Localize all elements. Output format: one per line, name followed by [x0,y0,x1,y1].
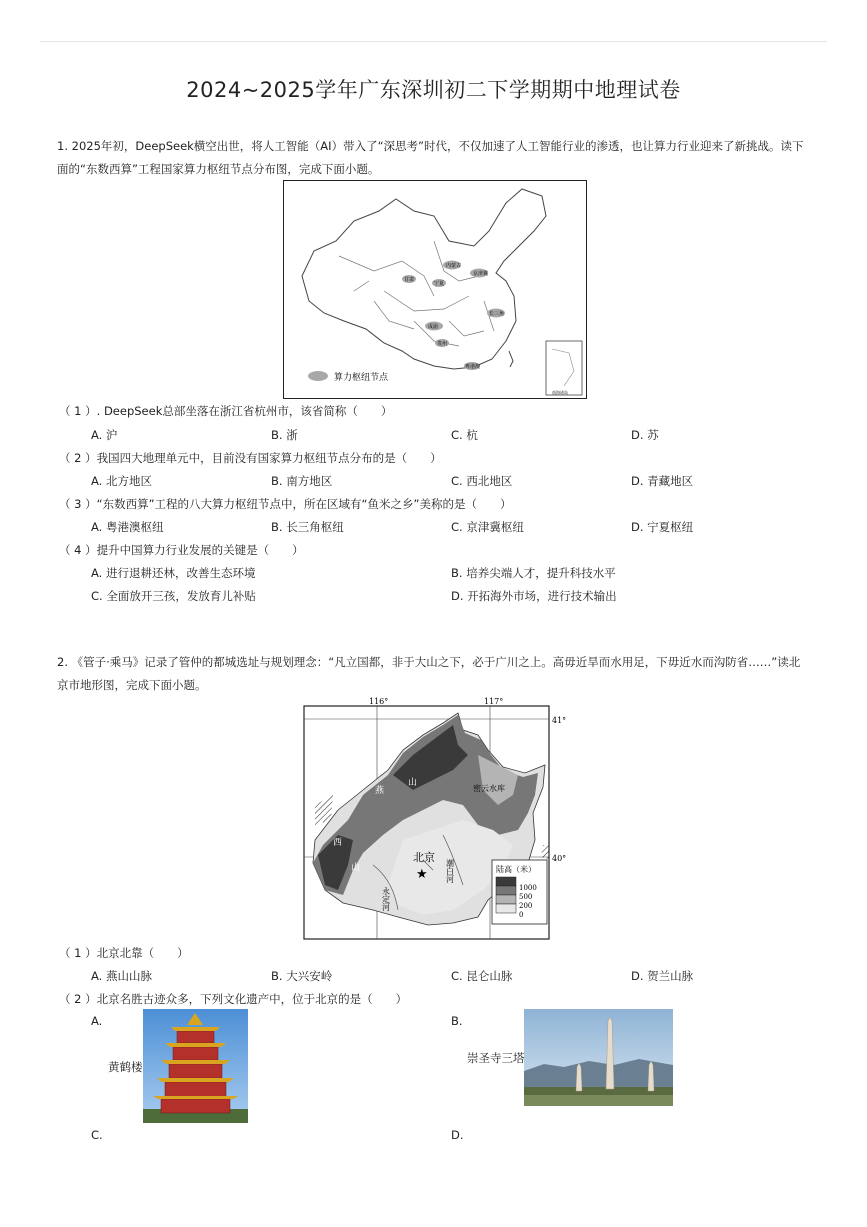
map-node-label: 贵州 [437,341,448,347]
lat-label-41: 41° [552,716,567,725]
q1-sub2-option-b[interactable]: B. 南方地区 [271,474,333,488]
map-node-label: 成渝 [428,324,439,330]
river-label-yongding: 永定河 [381,887,391,911]
mountain-label: 山 [351,863,361,873]
q1-sub1-option-a[interactable]: A. 沪 [91,428,118,442]
q2-sub2-option-c[interactable]: C. [91,1128,103,1142]
q1-sub3-stem: （ 3 ）“东数西算”工程的八大算力枢纽节点中，所在区域有“鱼米之乡”美称的是（ ） [59,497,512,511]
q1-sub4-option-c[interactable]: C. 全面放开三孩，发放育儿补贴 [91,589,256,603]
map-node-label: 内蒙古 [446,263,462,269]
map-node-label: 长三角 [489,311,505,317]
q2-sub2-option-a[interactable]: A. [91,1014,103,1028]
page-title: 2024~2025学年广东深圳初二下学期期中地理试卷 [186,78,681,102]
legend-level: 0 [519,911,524,919]
q1-sub2-stem: （ 2 ）我国四大地理单元中，目前没有国家算力枢纽节点分布的是（ ） [59,451,442,465]
q1-sub4-option-b[interactable]: B. 培养尖端人才，提升科技水平 [451,566,616,580]
china-map [284,181,586,398]
header-divider [40,41,827,42]
q2-sub2-option-d[interactable]: D. [451,1128,464,1142]
q1-sub3-option-b[interactable]: B. 长三角枢纽 [271,520,344,534]
lon-label-117: 117° [484,697,504,706]
q1-sub3-option-a[interactable]: A. 粤港澳枢纽 [91,520,164,534]
beijing-map-figure [303,695,568,941]
q1-stem-line1: 1. 2025年初，DeepSeek横空出世，将人工智能（AI）带入了“深思考”时代，不仅加速了人工智能行业的渗透，也让算力行业迎来了新挑战。读下 [57,139,804,153]
inset-label: 南海诸岛 [552,390,568,395]
q1-sub2-option-d[interactable]: D. 青藏地区 [631,474,694,488]
map-legend: 算力枢纽节点 [334,373,389,383]
legend-level: 500 [519,893,533,901]
caption-yellow-crane-tower: 黄鹤楼 [108,1060,143,1074]
q1-sub4-option-d[interactable]: D. 开拓海外市场，进行技术输出 [451,589,617,603]
lon-label-116: 116° [369,697,389,706]
q1-stem-line2: 面的“东数西算”工程国家算力枢纽节点分布图，完成下面小题。 [57,162,380,176]
lat-label-40: 40° [552,854,567,863]
map-node-label: 京津冀 [473,271,489,277]
map-node-label: 粤港澳 [465,364,481,370]
q2-sub2-option-b[interactable]: B. [451,1014,463,1028]
legend-level: 200 [519,902,533,910]
q1-sub3-option-d[interactable]: D. 宁夏枢纽 [631,520,694,534]
river-label-chaobai: 潮白河 [445,859,455,883]
reservoir-label: 密云水库 [473,784,505,793]
legend-title: 陆高（米） [496,865,536,874]
q1-sub1-option-b[interactable]: B. 浙 [271,428,298,442]
map-node-label: 宁夏 [434,281,445,287]
q1-sub1-option-c[interactable]: C. 杭 [451,428,478,442]
beijing-terrain-map [303,695,568,941]
city-label: 北京 [413,851,435,864]
q1-sub1-option-d[interactable]: D. 苏 [631,428,659,442]
q1-sub2-option-c[interactable]: C. 西北地区 [451,474,513,488]
caption-three-pagodas: 崇圣寺三塔 [467,1051,525,1065]
q2-stem-line2: 京市地形图，完成下面小题。 [57,678,207,692]
legend-marker [308,371,328,381]
q1-sub1-stem: （ 1 ）. DeepSeek总部坐落在浙江省杭州市，该省简称（ ） [59,404,393,418]
q2-sub2-stem: （ 2 ）北京名胜古迹众多，下列文化遗产中，位于北京的是（ ） [59,992,408,1006]
three-pagodas-photo[interactable] [524,1009,673,1106]
china-map-figure [283,180,587,399]
q2-sub1-stem: （ 1 ）北京北靠（ ） [59,946,189,960]
q2-stem-line1: 2. 《管子·乘马》记录了管仲的都城选址与规划理念：“凡立国都，非于大山之下，必于广川之上。高毋近旱而水用足，下毋近水而沟防省……”读北 [57,655,801,669]
q1-sub4-stem: （ 4 ）提升中国算力行业发展的关键是（ ） [59,543,304,557]
map-node-label: 甘肃 [404,277,415,283]
capital-star-icon: ★ [416,867,428,882]
q1-sub4-option-a[interactable]: A. 进行退耕还林，改善生态环境 [91,566,256,580]
q1-sub3-option-c[interactable]: C. 京津冀枢纽 [451,520,524,534]
mountain-label: 山 [408,778,418,788]
q2-sub1-option-a[interactable]: A. 燕山山脉 [91,969,152,983]
mountain-label: 西 [333,838,343,848]
legend-level: 1000 [519,884,537,892]
mountain-label: 燕 [375,786,385,796]
q2-sub1-option-b[interactable]: B. 大兴安岭 [271,969,333,983]
q2-sub1-option-c[interactable]: C. 昆仑山脉 [451,969,513,983]
yellow-crane-tower-photo[interactable] [143,1009,248,1123]
q2-sub1-option-d[interactable]: D. 贺兰山脉 [631,969,694,983]
q1-sub2-option-a[interactable]: A. 北方地区 [91,474,152,488]
